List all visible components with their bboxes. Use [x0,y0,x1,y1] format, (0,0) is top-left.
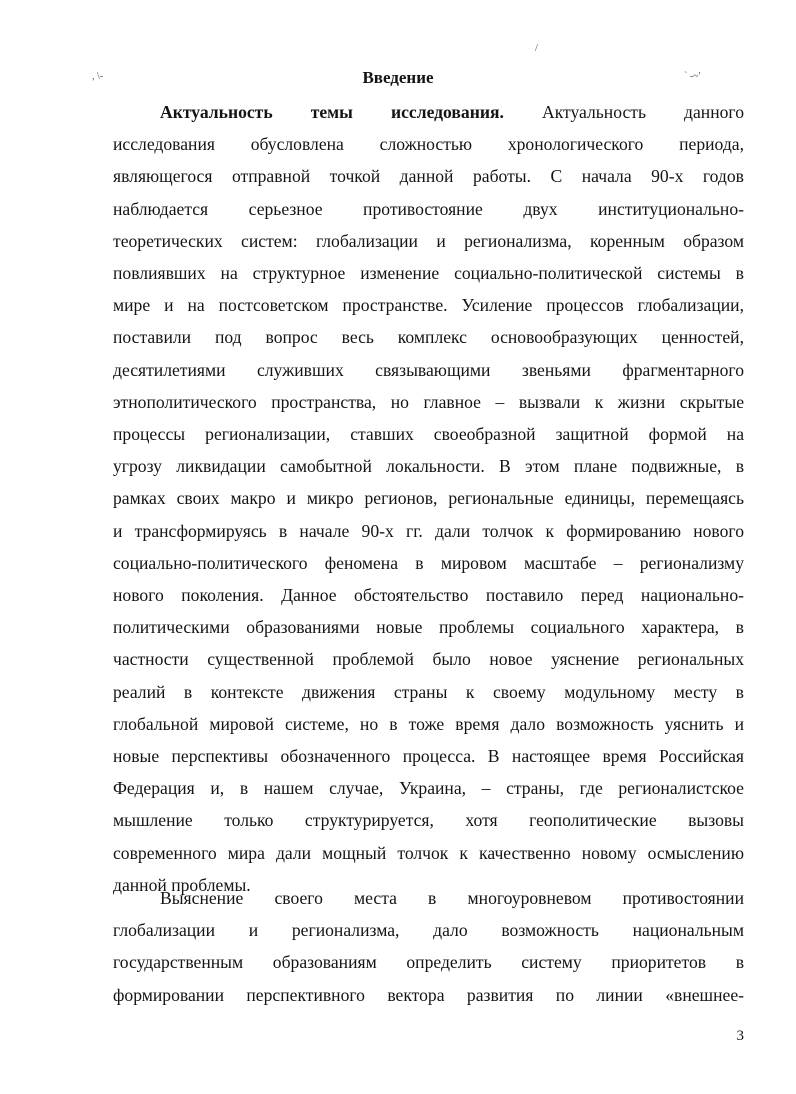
text-line: рамках своих макро и микро регионов, региональные единицы, перемещаясь [113,488,744,509]
text-line: десятилетиями служивших связывающими звеньями фрагментарного [113,359,744,380]
text-line: мире и на постсоветском пространстве. Усиление процессов глобализации, [113,295,744,316]
text-line: этнополитического пространства, но главное – вызвали к жизни скрытые [113,391,744,412]
text-line: являющегося отправной точкой данной работы. С начала 90-х годов [113,166,744,187]
text-line: и трансформируясь в начале 90-х гг. дали толчок к формированию нового [113,520,744,541]
text-line: наблюдается серьезное противостояние двух институционально- [113,198,744,219]
text-line: повлиявших на структурное изменение социально-политической системы в [113,263,744,284]
text-line: глобальной мировой системе, но в тоже время дало возможность уяснить и [113,713,744,734]
text-line: мышление только структурируется, хотя геополитические вызовы [113,810,744,831]
text-line: угрозу ликвидации самобытной локальности. В этом плане подвижные, в [113,456,744,477]
text-line: формировании перспективного вектора развития по линии «внешнее- [113,984,744,1005]
text-line: реалий в контексте движения страны к своему модульному месту в [113,681,744,702]
scan-mark: / [535,43,538,54]
text-line: теоретических систем: глобализации и регионализма, коренным образом [113,230,744,251]
paragraph-relevance [113,96,744,901]
text-line: нового поколения. Данное обстоятельство поставило перед национально- [113,585,744,606]
section-title: Введение [362,68,434,87]
scan-mark: , \- [92,71,104,82]
scan-mark: ` -~' [684,71,701,82]
text-line: современного мира дали мощный толчок к качественно новому осмыслению [113,842,744,863]
text-line: частности существенной проблемой было новое уяснение региональных [113,649,744,670]
text-line: Выяснение своего места в многоуровневом противостоянии [160,888,744,908]
text-line: новые перспективы обозначенного процесса. В настоящее время Российская [113,746,744,767]
text-line: поставили под вопрос весь комплекс основообразующих ценностей, [113,327,744,348]
lead-heading: Актуальность темы исследования. [160,102,504,122]
lead-rest: Актуальность данного [541,102,744,122]
text-line: Федерация и, в нашем случае, Украина, – страны, где регионалистское [113,778,744,799]
text-line: исследования обусловлена сложностью хронологического периода, [113,134,744,155]
paragraph-globalization [113,882,744,1011]
text-line: данной проблемы. [113,874,251,895]
text-line [113,96,744,128]
text-line: социально-политического феномена в мировом масштабе – регионализму [113,552,744,573]
text-line: государственным образованиям определить систему приоритетов в [113,952,744,973]
text-line: политическими образованиями новые проблемы социального характера, в [113,617,744,638]
page-number: 3 [736,1028,744,1044]
text-line: процессы регионализации, ставших своеобразной защитной формой на [113,424,744,445]
text-line: глобализации и регионализма, дало возможность национальным [113,920,744,941]
